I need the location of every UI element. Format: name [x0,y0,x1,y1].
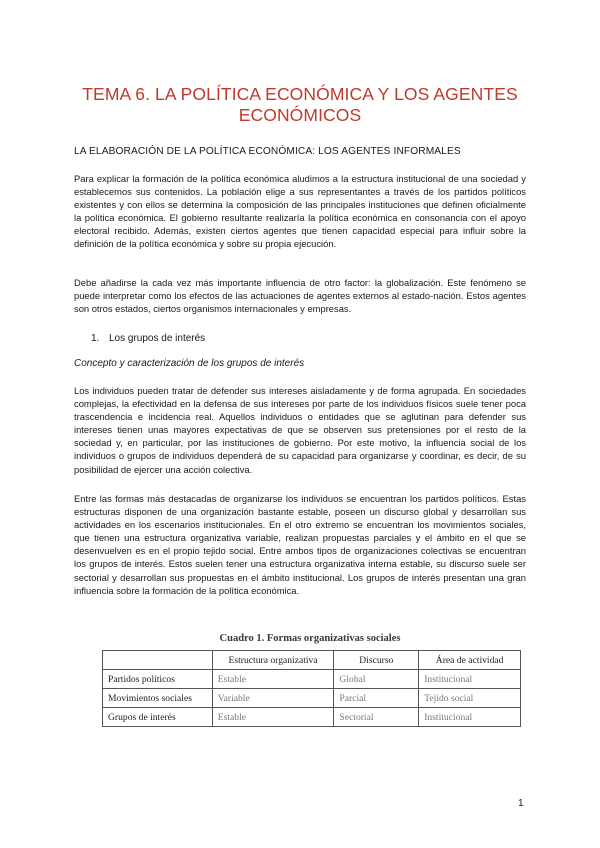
organization-forms-table [102,650,521,727]
table-cell: Institucional [419,670,521,689]
table-row [103,708,521,727]
table-header-discourse: Discurso [334,651,419,670]
page-title: TEMA 6. LA POLÍTICA ECONÓMICA Y LOS AGENTES ECONÓMICOS [82,83,518,125]
section-heading: LA ELABORACIÓN DE LA POLÍTICA ECONÓMICA: LOS AGENTES INFORMALES [74,146,461,157]
table-cell: Parcial [334,689,419,708]
list-item-number: 1. [91,333,100,344]
table-row-label: Grupos de interés [103,708,213,727]
table-cell: Tejido social [419,689,521,708]
list-item-interest-groups [91,333,205,344]
table-row-label: Partidos políticos [103,670,213,689]
paragraph-globalization: Debe añadirse la cada vez más importante influencia de otro factor: la globalización. Este fenómeno se puede interpretar como los efectos de las actuaciones de agentes externos al estado-nación. Estos agentes son otros estados, ciertos organismos internacionales y empresas. [74,277,526,315]
table-row-label: Movimientos sociales [103,689,213,708]
table-cell: Sectorial [334,708,419,727]
table-header-empty [103,651,213,670]
list-item-text: Los grupos de interés [109,333,206,344]
table-header-activity-area: Área de actividad [419,651,521,670]
paragraph-collective-action: Los individuos pueden tratar de defender sus intereses aisladamente y de forma agrupada. En sociedades complejas, la efectividad en la defensa de sus intereses por parte de los individuos físicos suele tener poca trascendencia e incidencia real. Aquellos individuos o entidades que se aglutinan para defender sus intereses tienen unas mayores expectativas de que se observen sus pretensiones por el resto de la sociedad y, en particular, por las instituciones de gobierno. Por este motivo, la influencia social de los individuos o grupos de individuos dependerá de su capacidad para organizarse y coordinar, es decir, de su posibilidad de ejercer una acción colectiva. [74,385,526,475]
table-header-row [103,651,521,670]
table-row [103,670,521,689]
paragraph-organization-forms: Entre las formas más destacadas de organizarse los individuos se encuentran los partidos políticos. Estas estructuras disponen de una organización bastante estable, poseen un discurso global y desarrollan sus actividades en los escenarios institucionales. En el otro extremo se encuentran los movimientos sociales, que tienen una estructura organizativa variable, realizan propuestas parciales y el ámbito en el que se desenvuelven es en el propio tejido social. Entre ambos tipos de organizaciones colectivas se encuentran los grupos de interés. Estos suelen tener una estructura organizativa interna estable, su discurso suele ser sectorial y desarrollan sus propuestas en el ámbito institucional. Los grupos de interés presentan una gran influencia sobre la formación de la política económica. [74,493,526,596]
table-cell: Estable [212,708,334,727]
table-caption: Cuadro 1. Formas organizativas sociales [219,633,401,644]
page-number: 1 [518,798,524,809]
table-cell: Global [334,670,419,689]
table-cell: Variable [212,689,334,708]
subheading-concept: Concepto y caracterización de los grupos de interés [74,358,305,369]
table-header-structure: Estructura organizativa [212,651,334,670]
paragraph-intro: Para explicar la formación de la política económica aludimos a la estructura institucional de una sociedad y establecemos sus contenidos. La población elige a sus representantes a través de los partidos políticos existentes y con ellos se determina la composición de las principales instituciones que definen oficialmente la política económica. El gobierno resultante realizaría la política económica en consonancia con el apoyo electoral recibido. Además, existen ciertos agentes que tienen capacidad especial para influir sobre la definición de la política económica y sobre su propia ejecución. [74,173,526,250]
table-cell: Estable [212,670,334,689]
table-row [103,689,521,708]
table-cell: Institucional [419,708,521,727]
